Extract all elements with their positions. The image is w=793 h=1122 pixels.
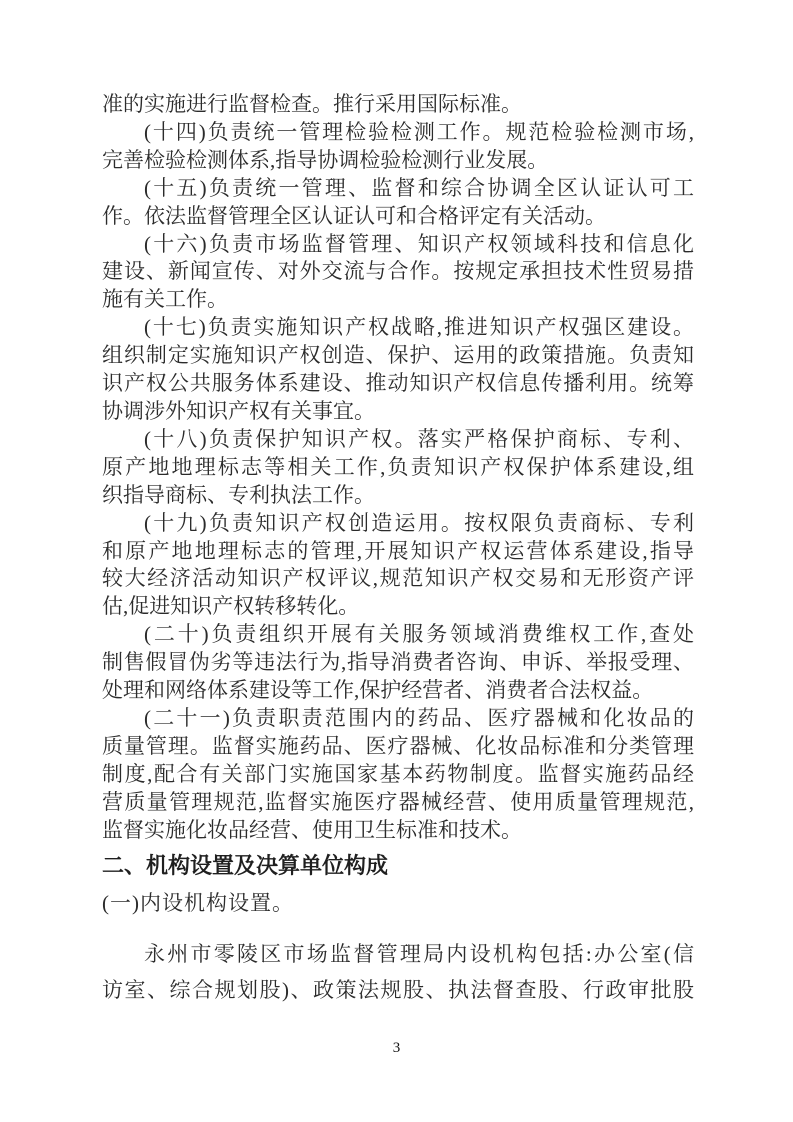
text-line: (十五)负责统一管理、监督和综合协调全区认证认可工: [144, 175, 694, 200]
text-line: 估,促进知识产权转移转化。: [102, 594, 360, 619]
text-line: 监督实施化妆品经营、使用卫生标准和技术。: [102, 817, 522, 842]
text-line: 建设、新闻宣传、对外交流与合作。按规定承担技术性贸易措: [102, 259, 694, 284]
text-line: 组织制定实施知识产权创造、保护、运用的政策措施。负责知: [102, 343, 694, 368]
text-line: (十八)负责保护知识产权。落实严格保护商标、专利、: [144, 426, 694, 451]
text-line: 作。依法监督管理全区认证认可和合格评定有关活动。: [102, 203, 606, 228]
document-body: [102, 91, 694, 1004]
text-line: 施有关工作。: [102, 287, 228, 312]
text-line: (十六)负责市场监督管理、知识产权领域科技和信息化: [144, 231, 694, 256]
text-line: 较大经济活动知识产权评议,规范知识产权交易和无形资产评: [102, 566, 694, 591]
text-line: 协调涉外知识产权有关事宜。: [102, 398, 375, 423]
paragraph-line: 访室、综合规划股)、政策法规股、执法督查股、行政审批股: [102, 978, 694, 1003]
subsection-heading: (一)内设机构设置。: [102, 891, 294, 916]
text-line: 完善检验检测体系,指导协调检验检测行业发展。: [102, 147, 549, 172]
text-line: (二十)负责组织开展有关服务领域消费维权工作,查处: [144, 622, 694, 647]
text-line: 制售假冒伪劣等违法行为,指导消费者咨询、申诉、举报受理、: [102, 650, 694, 675]
text-line: (二十一)负责职责范围内的药品、医疗器械和化妆品的: [144, 705, 694, 730]
text-line: 质量管理。监督实施药品、医疗器械、化妆品标准和分类管理: [102, 733, 694, 758]
text-line: (十七)负责实施知识产权战略,推进知识产权强区建设。: [144, 315, 694, 340]
text-line: (十四)负责统一管理检验检测工作。规范检验检测市场,: [144, 119, 694, 144]
text-line: 原产地地理标志等相关工作,负责知识产权保护体系建设,组: [102, 454, 694, 479]
paragraph-line: 永州市零陵区市场监督管理局内设机构包括:办公室(信: [144, 942, 694, 967]
page-number: 3: [392, 1040, 401, 1056]
text-line: (十九)负责知识产权创造运用。按权限负责商标、专利: [144, 510, 694, 535]
text-line: 和原产地地理标志的管理,开展知识产权运营体系建设,指导: [102, 538, 694, 563]
text-line: 营质量管理规范,监督实施医疗器械经营、使用质量管理规范,: [102, 789, 694, 814]
text-line: 识产权公共服务体系建设、推动知识产权信息传播利用。统筹: [102, 371, 694, 396]
text-line: 制度,配合有关部门实施国家基本药物制度。监督实施药品经: [102, 761, 694, 786]
text-line: 准的实施进行监督检查。推行采用国际标准。: [102, 92, 522, 116]
text-line: 处理和网络体系建设等工作,保护经营者、消费者合法权益。: [102, 678, 654, 703]
text-line: 织指导商标、专利执法工作。: [102, 482, 375, 507]
section-heading: 二、机构设置及决算单位构成: [102, 853, 389, 879]
